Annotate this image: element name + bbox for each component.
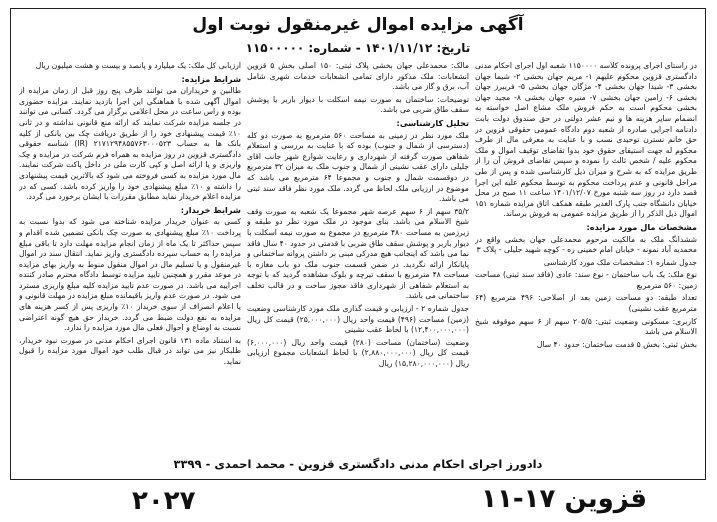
paragraph: تعداد طبقه: دو مساحت زمین بعد از اصلاحی: ۴۹۶ مترمربع (۶۴ مترمربع عقب نشینی) <box>475 293 697 314</box>
signature-line: دادورز اجرای احکام مدنی دادگستری قزوین - محمد احمدی - ۳۳۹۹ <box>173 457 543 471</box>
paragraph: توضیحات: ساختمان به صورت نیمه اسکلت با دیوار باربر یا پوشش سقف طاق ضربی می باشد. <box>247 94 469 115</box>
paragraph: کاربری: مسکونی وضعیت ثبتی: ۲۰۵/۵ سهم از ۶ سهم موقوفه شیخ الاسلام می باشد <box>475 316 697 337</box>
section-heading: تحلیل کارشناسی: <box>396 117 469 128</box>
paragraph: کسی به عنوان خریدار مزایده شناخته می شود که بدوا نسبت به پرداخت ۱۰٪ مبلغ پیشنهادی به صورت چک بانکی تضمین شده اقدام و سپس حداکثر تا یک ماه از زمان انجام مزایده مهلت دارد تا باقی مبلغ مزایده را به حساب سپرده دادگستری واریز نماید. انتقال سند در اموال غیرمنقول و یا تسلیم مال در اموال منقول منوط به واریز بهای مزایده در موعد مقرر و همچنین تایید مزایده توسط دادگاه محترم صادر کننده اجراییه می باشد. در صورت عدم تایید مزایده کلیه مبلغ واریزی مسترد می شود. در صورت عدم واریز باقیمانده مبلغ مزایده در مهلت قانونی و یا اعلام انصراف از سوی خریدار ۱۰٪ واریزی پس از کسر هزینه های مزایده به نفع دولت ضبط می گردد. خریدار حق هیچ گونه اعتراضی نسبت به اوضاع و احوال فعلی مال مورد مزایده را ندارد. <box>19 217 241 333</box>
column-right <box>475 61 697 445</box>
paragraph: بخش ثبتی: بخش ۵ قدمت ساختمان: حدود ۴۰ سال <box>536 339 697 349</box>
paragraph: ارزیابی کل ملک: یک میلیارد و پانصد و بیست و هشت میلیون ریال <box>35 61 241 70</box>
column-middle <box>247 61 469 445</box>
paragraph: جدول شماره ۲ - ارزیابی و قیمت گذاری ملک مورد کارشناسی وضعیت (زمین) مساحت (۴۹۶) قیمت واحد ریال (۲۵,۰۰۰,۰۰۰) قیمت کل ریال (۱۲,۴۰۰,۰۰۰,۰۰۰) با لحاظ عقب نشینی <box>247 304 469 335</box>
paragraph: مالک: محمدعلی جهان بخشی پلاک ثبتی: ۱۵۰ اصلی بخش ۵ قزوین انشعابات: ملک مذکور دارای تمامی انشعابات خدمات شهری شامل آب، برق و گاز می باشد. <box>247 61 469 92</box>
paragraph: به استناد ماده ۱۳۱ قانون اجرای احکام مدنی در صورت نبود خریدار، طلبکار نیز می تواند در قبال طلب خود اموال مورد مزایده را قبول نماید. <box>19 335 241 367</box>
paragraph: ششدانگ ملک به مالکیت مرحوم محمدعلی جهان بخشی واقع در محمدیه آباد نمونه - خیابان امام خمینی ره - کوچه شهید جلیلی - پلاک ۳ <box>475 234 697 255</box>
notice-frame <box>10 8 706 480</box>
notice-subtitle: تاریخ: ۱۴۰۱/۱۱/۱۲ - شماره: ۱۱۵۰۰۰۰۰ <box>245 41 471 55</box>
notice-title: آگهی مزایده اموال غیرمنقول نوبت اول <box>192 15 524 35</box>
paragraph: نوع ملک: یک باب ساختمان - نوع سند: عادی (فاقد سند ثبتی) مساحت زمین: ۵۶۰ مترمربع <box>475 270 697 290</box>
paragraph: طالبین و خریداران می توانند ظرف پنج روز قبل از زمان مزایده از اموال آگهی شده با هماهنگی این اجرا بازدید نمایند. مزایده حضوری بوده و راس ساعت در محل اعلامی برگزار می گردد. کسانی می توانند در جلسه مزایده شرکت نمایند که ارائه منع قانونی نداشته و در ثانی ۱۰٪ قیمت پیشنهادی خود را از طریق دریافت چک بین بانکی از کلیه بانک ها به حساب ۲۱۷۱۲۹۴۸۵۵۷۶۳۰۰۰۵۲۳ (IR) شناسه حقوقی دادگستری قزوین در روز مزایده به همراه فرم شرکت در مزایده و چک واریزی و یا ارائه اصل و کپی کارت ملی در داخل پاکت شرکت نمایند. مال مورد مزایده به کسی فروخته می شود که بالاترین قیمت پیشنهادی را داشته و ۱۰٪ مبلغ پیشنهادی خود را واریز کرده باشد. کسی که در مزایده اعلام خریدار نماید مطابق مقررات با ایشان برخورد می گردد. <box>19 86 241 202</box>
section-heading: شرایط مزایده: <box>181 73 241 84</box>
paragraph: جدول شماره ۱: مشخصات ملک مورد کارشناسی <box>543 257 697 267</box>
paragraph: در راستای اجرای پرونده کلاسه ۱۱۵۰۰۰۰ شعبه اول اجرای احکام مدنی دادگستری قزوین محکوم علیهم ۱- مریم جهان بخشی ۲- شیما جهان بخشی ۳- شیدا جهان بخشی ۴- مژگان جهان بخشی ۵- فریبرز جهان بخشی ۶- رامین جهان بخشی ۷- منیره جهان بخشی ۸- مجید جهان بخشی محکوم است به حکم فروش ملک مشاع اصل خواسته به انضمام سایر هزینه ها و نیم عشر دولتی در حق صندوق دولت بابت دادنامه اجرایی صادره از شعبه دوم دادگاه عمومی حقوقی قزوین در حق خانم نسترن توحیدی نسب و با عنایت به معرفی مال از طرف محکوم له جهت استیفای حقوق خود بدوا تقاضای توقیف اموال و ملک محکوم علیه / شخص ثالث را نموده و سپس تقاضای فروش آن را از طریق مزایده که به شرح و میزان ذیل کارشناسی شده و پس از طی مراحل قانونی و عدم پرداخت محکوم به توسط محکوم علیه این اجرا قصد دارد در روز سه شنبه مورخ ۱۴۰۱/۱۲/۰۷ ساعت ۱۱ صبح در محل خیابان دانشگاه جنب پارک الغدیر طبقه همکف اتاق مزایده شماره ۱۵۱ اموال ذیل الذکر را از طریق مزایده عمومی به فروش برساند. <box>475 61 697 219</box>
section-heading: مشخصات مال مورد مزایده: <box>586 221 697 232</box>
column-left <box>19 61 241 445</box>
section-heading: شرایط خریدار: <box>180 204 241 215</box>
paragraph: ۳۵/۲ سهم از ۶ سهم عرصه شهر مجموعا یک شعبه به صورت وقف شیخ الاسلام می باشد. بنای موجود در ملک مورد نظر دو طبقه و زیرزمین به مساحت ۴۸۰ مترمربع در مجموع به صورت نیمه اسکلت با دیوار باربر و پوشش سقف طاق ضربی با قدمتی در حدود ۴۰ سال فاقد نما می باشد که اینجانب هیچ مدرکی مبنی بر داشتن پروانه ساختمانی و پایانکار ارائه نگردید. در ضمن قسمت جنوب ملک دو باب مغازه با مساحت ۴۸ مترمربع با سقف تیرچه و بلوک مشاهده گردید که با توجه به استعلام شفاهی از شهرداری فاقد مجوز ساخت و در قالب تخلف ساختمانی می باشد. <box>247 206 469 301</box>
issue-number: ۲۰۲۷ <box>132 486 196 516</box>
paragraph: وضعیت (ساختمان) مساحت (۲۸۰) قیمت واحد ریال (۶,۰۰۰,۰۰۰) قیمت کل ریال (۲,۸۸۰,۰۰۰,۰۰۰) با لحاظ انشعابات مجموع ارزیابی ریال (۱۵,۲۸۰,۰۰۰,۰۰۰) ریال <box>247 337 469 369</box>
notice-columns <box>19 61 697 445</box>
paragraph: ملک مورد نظر در زمینی به مساحت ۵۶۰ مترمربع به صورت دو کله (دسترسی از شمال و جنوب) بوده که با عنایت به بررسی و استعلام شفاهی صورت گرفته از شهرداری و رعایت شوارع شهر جانب اقای جلیلی دارای عقب نشینی از شمال و جنوب ملک به میزان ۳۲ مترمربع در دوقسمت شمال و جنوب و مجموعا ۶۴ مترمربع می باشد که موضوع در ارزیابی ملک لحاظ می گردد. ملک مورد نظر فاقد سند ثبتی می باشد. <box>247 130 469 204</box>
publication-code: قزوین ۱۷-۱۱ <box>481 484 647 514</box>
